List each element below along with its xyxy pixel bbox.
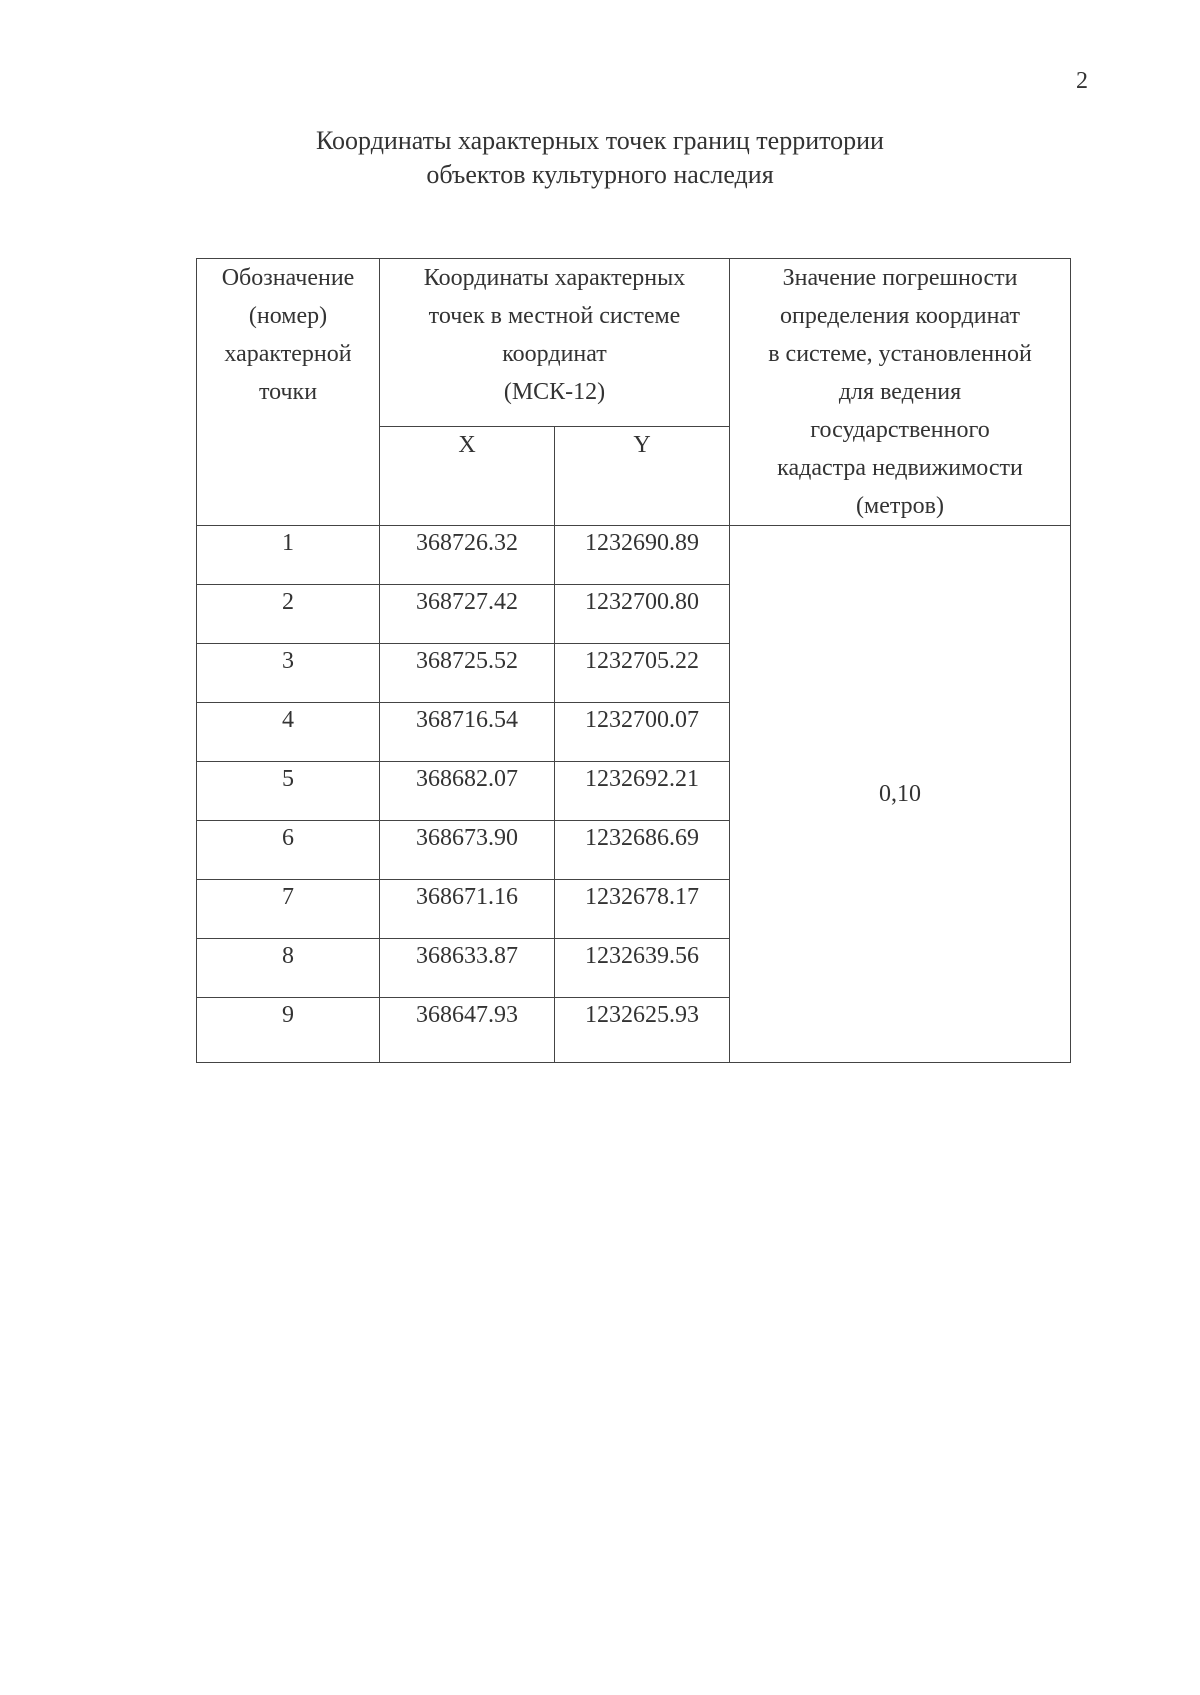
header-error-line: (метров)	[856, 493, 944, 519]
document-title-line-2: объектов культурного наследия	[426, 160, 774, 189]
point-number: 9	[197, 998, 380, 1063]
coord-x: 368673.90	[380, 821, 555, 880]
coord-x: 368716.54	[380, 703, 555, 762]
coord-x: 368725.52	[380, 644, 555, 703]
coord-y: 1232639.56	[555, 939, 730, 998]
coord-x: 368727.42	[380, 585, 555, 644]
header-error	[730, 259, 1071, 526]
header-error-line: для ведения	[838, 379, 962, 405]
header-coords-line: координат	[502, 341, 607, 367]
table-row	[197, 526, 1071, 585]
header-error-line: Значение погрешности	[782, 265, 1018, 291]
coord-x: 368647.93	[380, 998, 555, 1063]
point-number: 1	[197, 526, 380, 585]
header-coords-line: Координаты характерных	[423, 265, 686, 291]
coord-x: 368633.87	[380, 939, 555, 998]
point-number: 5	[197, 762, 380, 821]
coord-y: 1232700.07	[555, 703, 730, 762]
document-title-line-1: Координаты характерных точек границ территории	[316, 126, 884, 155]
header-coordinates	[380, 259, 730, 427]
header-point-line: Обозначение	[221, 265, 355, 291]
coord-x: 368682.07	[380, 762, 555, 821]
coordinates-table	[196, 258, 1071, 1063]
coord-y: 1232690.89	[555, 526, 730, 585]
coord-y: 1232678.17	[555, 880, 730, 939]
coord-y: 1232692.21	[555, 762, 730, 821]
header-point-line: (номер)	[248, 303, 328, 329]
point-number: 6	[197, 821, 380, 880]
point-number: 7	[197, 880, 380, 939]
header-error-line: в системе, установленной	[768, 341, 1032, 367]
header-error-line: кадастра недвижимости	[777, 455, 1023, 481]
point-number: 3	[197, 644, 380, 703]
header-point-line: характерной	[224, 341, 352, 367]
coord-y: 1232705.22	[555, 644, 730, 703]
header-coords-line: точек в местной системе	[428, 303, 681, 329]
header-x: X	[380, 427, 555, 526]
document-title	[0, 124, 1200, 192]
error-value: 0,10	[730, 526, 1071, 1063]
coord-y: 1232686.69	[555, 821, 730, 880]
point-number: 2	[197, 585, 380, 644]
header-coords-line: (МСК-12)	[503, 379, 606, 405]
coord-x: 368726.32	[380, 526, 555, 585]
coord-x: 368671.16	[380, 880, 555, 939]
header-error-line: государственного	[810, 417, 990, 443]
header-point-line: точки	[258, 379, 318, 405]
point-number: 4	[197, 703, 380, 762]
coord-y: 1232625.93	[555, 998, 730, 1063]
point-number: 8	[197, 939, 380, 998]
header-y: Y	[555, 427, 730, 526]
header-point-designation	[197, 259, 380, 526]
coord-y: 1232700.80	[555, 585, 730, 644]
header-error-line: определения координат	[780, 303, 1020, 329]
page-number: 2	[1076, 68, 1088, 94]
